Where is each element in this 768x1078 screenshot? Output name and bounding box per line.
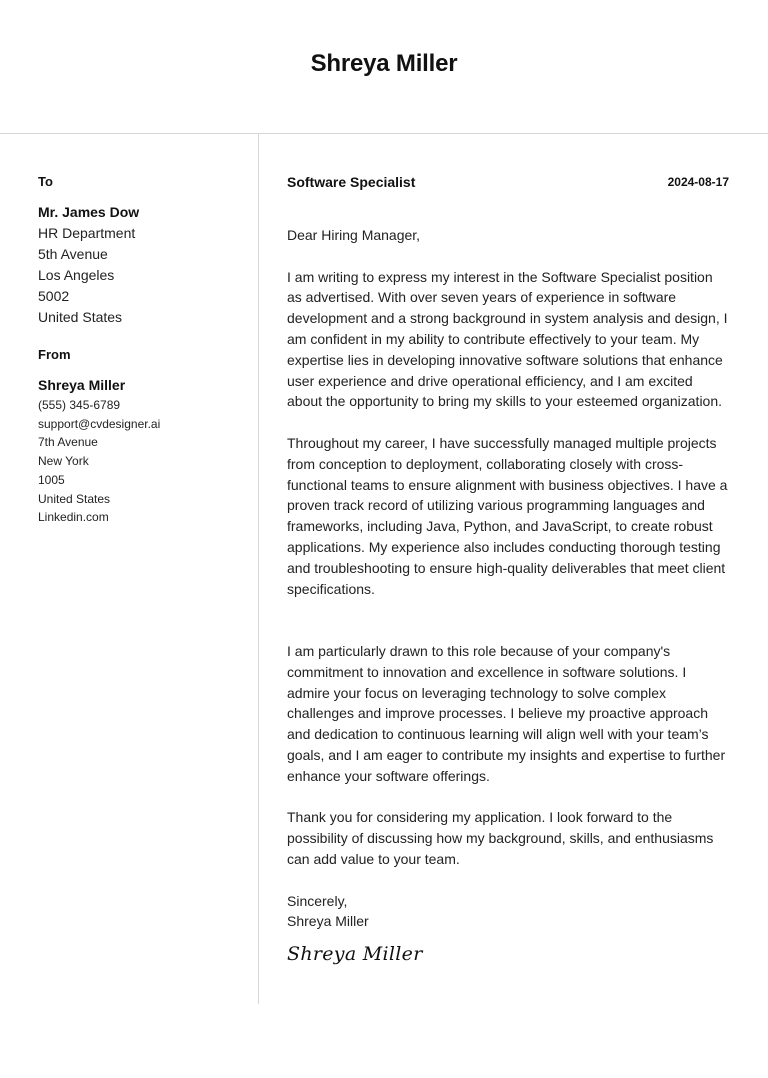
recipient-department: HR Department [38, 225, 136, 241]
sender-label: From [38, 347, 71, 362]
recipient-name: Mr. James Dow [38, 204, 140, 220]
recipient-postcode: 5002 [38, 288, 70, 304]
letter-body [287, 225, 731, 965]
letter-column [287, 173, 731, 965]
closing-name: Shreya Miller [287, 913, 369, 930]
sender-email: support@cvdesigner.ai [38, 416, 161, 431]
recipient-street: 5th Avenue [38, 246, 108, 262]
letter-header [287, 173, 731, 193]
page-title: Shreya Miller [310, 50, 458, 77]
sender-city: New York [38, 454, 89, 469]
letter-paragraph: Thank you for considering my application. I look forward to the possibility of discussing how my background, skills, and enthusiasms can add value to your team. [287, 809, 714, 867]
letter-paragraph: I am writing to express my interest in the Software Specialist position as advertised. With over seven years of experience in software development and a strong background in system analysis and design, I am confident in my ability to contribute effectively to your team. My expertise lies in developing innovative software solutions that enhance user experience and drive operational efficiency, and I am excited about the opportunity to bring my skills to your esteemed organization. [287, 268, 728, 410]
header-divider [0, 133, 768, 134]
closing: Sincerely, [287, 892, 348, 909]
job-title: Software Specialist [287, 174, 416, 190]
recipient-country: United States [38, 309, 123, 325]
recipient-city: Los Angeles [38, 267, 115, 283]
sender-postcode: 1005 [38, 472, 65, 487]
sender-linkedin: Linkedin.com [38, 510, 109, 525]
sender-block [38, 375, 248, 527]
sender-street: 7th Avenue [38, 435, 98, 450]
sender-name: Shreya Miller [38, 377, 126, 393]
sender-phone: (555) 345-6789 [38, 398, 121, 412]
recipient-block [38, 202, 248, 328]
salutation: Dear Hiring Manager, [287, 227, 421, 243]
recipient-label: To [38, 174, 53, 189]
letter-date: 2024-08-17 [667, 175, 729, 189]
address-column [38, 173, 248, 527]
column-divider [258, 134, 259, 1004]
signature: Shreya Miller [287, 943, 423, 966]
letter-paragraph: Throughout my career, I have successfully managed multiple projects from conception to deployment, collaborating closely with cross-functional teams to ensure alignment with business objectives. I have a proven track record of utilizing various programming languages and frameworks, including Java, Python, and JavaScript, to create robust applications. My experience also includes conducting thorough testing and troubleshooting to ensure high-quality deliverables that meet client specifications. [287, 434, 728, 597]
sender-country: United States [38, 491, 111, 506]
letter-paragraph: I am particularly drawn to this role because of your company's commitment to innovation and excellence in software solutions. I admire your focus on leveraging technology to solve complex challenges and improve processes. I believe my proactive approach and dedication to continuous learning will align well with your team’s goals, and I am eager to contribute my insights and expertise to further enhance your software offerings. [287, 642, 726, 784]
